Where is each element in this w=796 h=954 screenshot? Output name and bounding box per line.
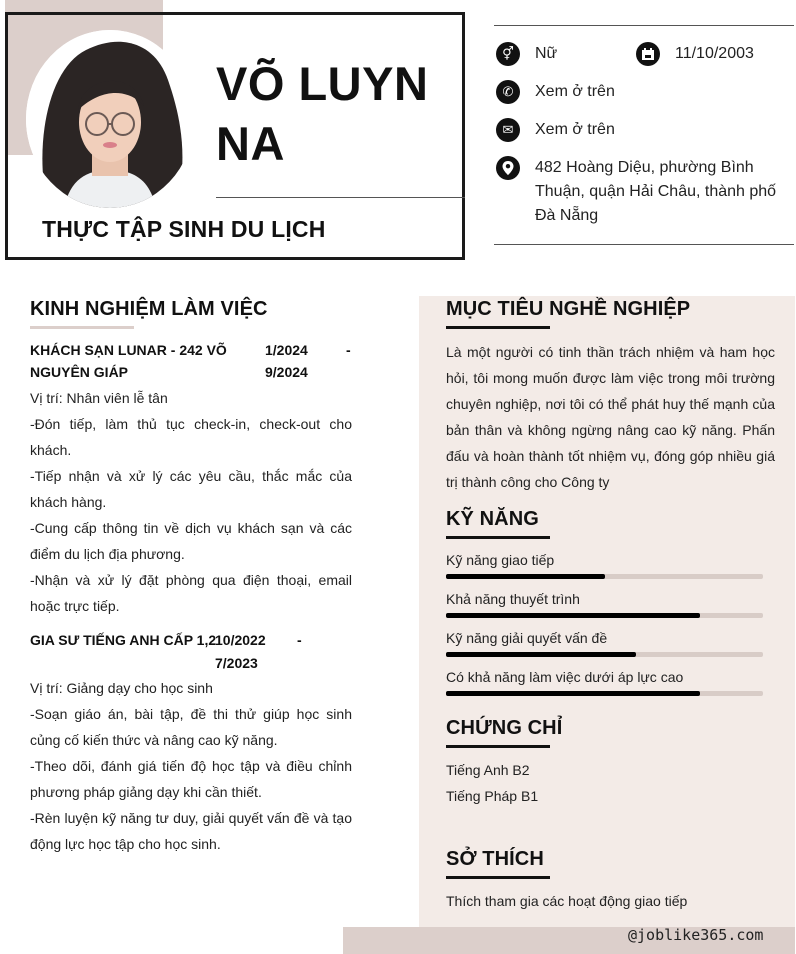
job-2-duty: -Rèn luyện kỹ năng tư duy, giải quyết vấn đề và tạo động lực học tập cho học sinh. <box>30 810 352 852</box>
skill-bar-track <box>446 691 763 696</box>
certificate-item: Tiếng Pháp B1 <box>446 788 539 804</box>
phone-value: Xem ở trên <box>535 83 615 100</box>
skill-bar-fill <box>446 652 636 657</box>
hobbies-text: Thích tham gia các hoạt động giao tiếp <box>446 893 688 909</box>
hobbies-title-underline <box>446 876 550 879</box>
profile-photo <box>26 30 194 208</box>
objective-text: Là một người có tinh thần trách nhiệm và ham học hỏi, tôi mong muốn được làm việc trong môi trường chuyên nghiệp, nơi tôi có thể phát huy thế mạnh của bản thân và không ngừng nâng cao kỹ năng. Phấn đấu và hoàn thành tốt nhiệm vụ, đóng góp nhiều giá trị thành công cho Công ty <box>446 344 775 490</box>
contact-divider-top <box>494 25 794 26</box>
job-2-date-end: 7/2023 <box>215 655 258 671</box>
job-1-duty: -Đón tiếp, làm thủ tục check-in, check-out cho khách. <box>30 416 352 458</box>
skill-bar-track <box>446 652 763 657</box>
skills-title-underline <box>446 536 550 539</box>
email-value: Xem ở trên <box>535 121 615 138</box>
job-1-duty: -Nhận và xử lý đặt phòng qua điện thoại, email hoặc trực tiếp. <box>30 572 352 614</box>
skill-bar-track <box>446 574 763 579</box>
candidate-name: VÕ LUYN NA <box>216 57 429 170</box>
certificate-item: Tiếng Anh B2 <box>446 762 530 778</box>
gender-value: Nữ <box>535 45 558 62</box>
skill-label: Khả năng thuyết trình <box>446 591 580 607</box>
hobbies-section-title: SỞ THÍCH <box>446 848 544 870</box>
experience-section-title: KINH NGHIỆM LÀM VIỆC <box>30 298 268 320</box>
job-2-company: GIA SƯ TIẾNG ANH CẤP 1,2 <box>30 632 217 648</box>
job-2-date-start: 10/2022 <box>215 632 266 648</box>
contact-divider-bottom <box>494 244 794 245</box>
job-2-position: Vị trí: Giảng dạy cho học sinh <box>30 680 213 696</box>
job-1-company-line1: KHÁCH SẠN LUNAR - 242 VÕ <box>30 342 227 358</box>
footer-watermark: @joblike365.com <box>628 926 764 944</box>
skill-label: Kỹ năng giải quyết vấn đề <box>446 630 608 646</box>
skill-label: Có khả năng làm việc dưới áp lực cao <box>446 669 684 685</box>
objective-section-title: MỤC TIÊU NGHỀ NGHIỆP <box>446 298 691 320</box>
email-icon: ✉ <box>496 118 520 142</box>
location-icon <box>496 156 520 180</box>
job-1-position: Vị trí: Nhân viên lễ tân <box>30 390 168 406</box>
job-1-date-start: 1/2024 <box>265 342 308 358</box>
job-1-date-dash: - <box>346 342 351 358</box>
name-divider <box>216 197 465 198</box>
job-2-duty: -Theo dõi, đánh giá tiến độ học tập và điều chỉnh phương pháp giảng dạy khi cần thiết. <box>30 758 352 800</box>
address-value: 482 Hoàng Diệu, phường Bình Thuận, quận Hải Châu, thành phố Đà Nẵng <box>535 159 777 224</box>
job-1-date-end: 9/2024 <box>265 364 308 380</box>
skill-bar-fill <box>446 613 700 618</box>
calendar-icon <box>636 42 660 66</box>
job-1-duty: -Cung cấp thông tin về dịch vụ khách sạn và các điểm du lịch địa phương. <box>30 520 352 562</box>
certificates-title-underline <box>446 745 550 748</box>
phone-icon: ✆ <box>496 80 520 104</box>
skill-bar-track <box>446 613 763 618</box>
job-title: THỰC TẬP SINH DU LỊCH <box>42 216 326 242</box>
birthday-value: 11/10/2003 <box>675 45 754 62</box>
skill-bar-fill <box>446 691 700 696</box>
job-2-date-dash: - <box>297 632 302 648</box>
experience-title-underline <box>30 326 134 329</box>
job-1-company-line2: NGUYÊN GIÁP <box>30 364 129 380</box>
objective-title-underline <box>446 326 550 329</box>
skills-section-title: KỸ NĂNG <box>446 508 539 530</box>
job-2-duty: -Soạn giáo án, bài tập, đề thi thử giúp học sinh củng cố kiến thức và nâng cao kỹ năng. <box>30 706 352 748</box>
job-1-duty: -Tiếp nhận và xử lý các yêu cầu, thắc mắc của khách hàng. <box>30 468 352 510</box>
skill-label: Kỹ năng giao tiếp <box>446 552 555 568</box>
gender-icon: ⚥ <box>496 42 520 66</box>
certificates-section-title: CHỨNG CHỈ <box>446 717 563 739</box>
skill-bar-fill <box>446 574 605 579</box>
